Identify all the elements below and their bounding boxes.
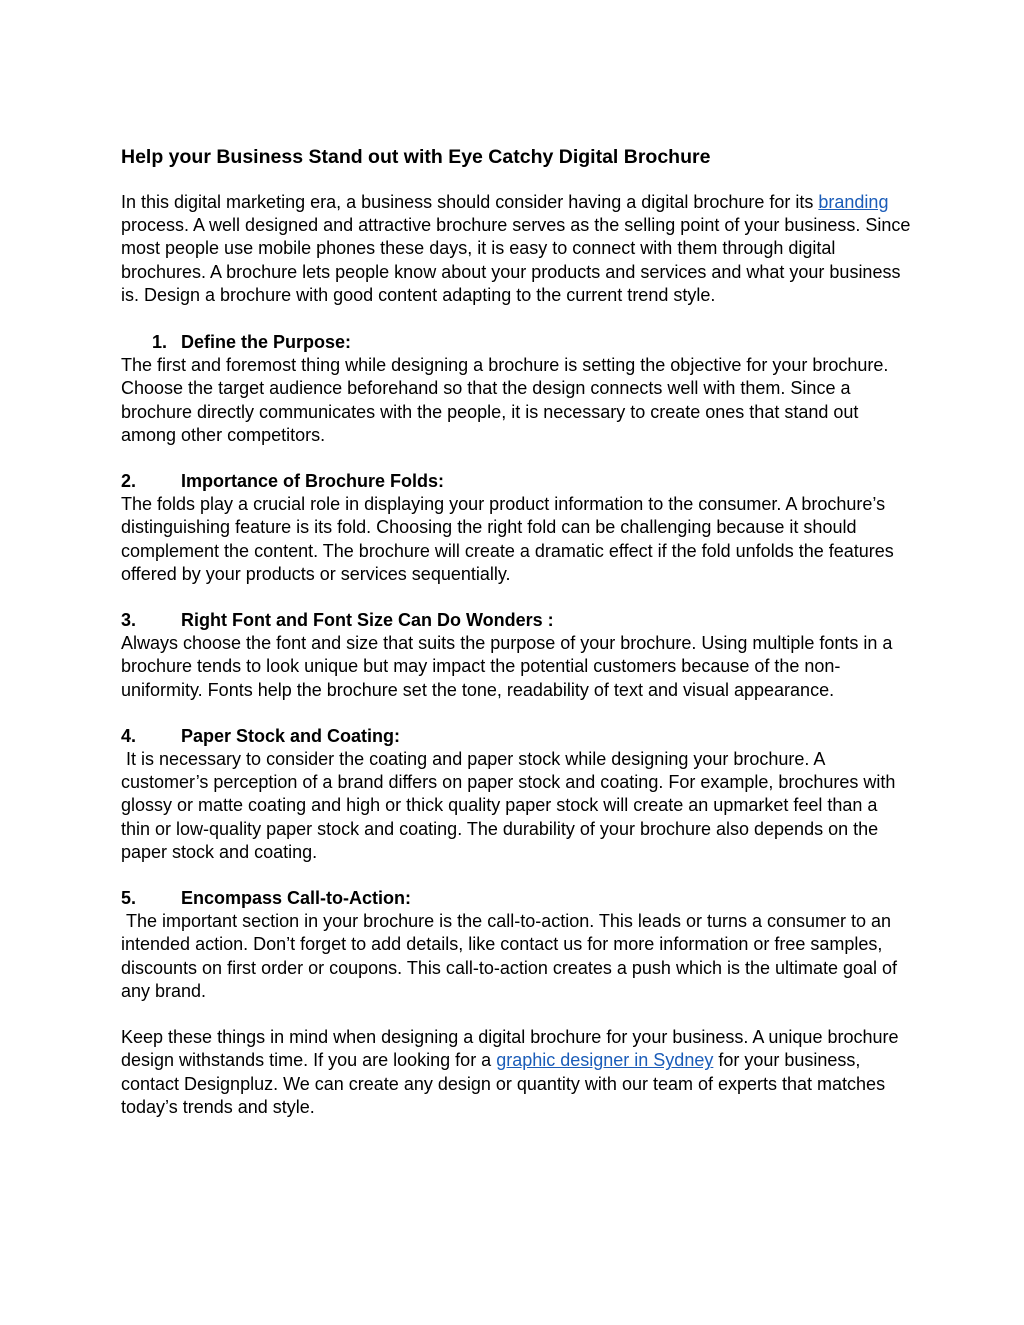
branding-link[interactable]: branding	[818, 192, 889, 212]
section-number: 1.	[152, 332, 168, 353]
intro-text-end: process. A well designed and attractive brochure serves as the selling point of your business. Since most people use mobile phones these days, it is easy to connect with them through digital brochures. A brochure lets people know about your products and services and what your business is. Design a brochure with good content adapting to the current trend style.	[121, 215, 911, 305]
section-heading	[121, 331, 911, 354]
document-title: Help your Business Stand out with Eye Catchy Digital Brochure	[121, 146, 711, 168]
section-number: 5.	[121, 888, 137, 909]
section-define-purpose	[121, 331, 911, 447]
document-page	[121, 143, 911, 1119]
section-heading	[121, 887, 911, 910]
section-body: Always choose the font and size that suits the purpose of your brochure. Using multiple fonts in a brochure tends to look unique but may impact the potential customers because of the non-uniformity. Fonts help the brochure set the tone, readability of text and visual appearance.	[121, 633, 893, 700]
section-body: The folds play a crucial role in displaying your product information to the consumer. A brochure’s distinguishing feature is its fold. Choosing the right fold can be challenging because it should complement the content. The brochure will create a dramatic effect if the fold unfolds the features offered by your products or services sequentially.	[121, 494, 894, 584]
closing-text-end: for your business, contact Designpluz. We can create any design or quantity with our team of experts that matches today’s trends and style.	[121, 1050, 886, 1117]
section-number: 3.	[121, 610, 137, 631]
section-call-to-action	[121, 887, 911, 1003]
section-body: It is necessary to consider the coating and paper stock while designing your brochure. A customer’s perception of a brand differs on paper stock and coating. For example, brochures with glossy or matte coating and high or thick quality paper stock will create an upmarket feel than a thin or low-quality paper stock and coating. The durability of your brochure also depends on the paper stock and coating.	[121, 749, 901, 862]
closing-text-start: Keep these things in mind when designing a digital brochure for your business. A unique brochure design withstands time. If you are looking for a	[121, 1027, 899, 1071]
section-body: The important section in your brochure is the call-to-action. This leads or turns a consumer to an intended action. Don’t forget to add details, like contact us for more information or free samples, discounts on first order or coupons. This call-to-action creates a push which is the ultimate goal of any brand.	[121, 911, 903, 1001]
section-number: 2.	[121, 471, 137, 492]
section-heading	[121, 609, 911, 632]
section-heading-text: Paper Stock and Coating:	[181, 725, 401, 746]
section-paper-stock	[121, 725, 911, 864]
section-heading-text: Encompass Call-to-Action:	[181, 888, 412, 909]
section-brochure-folds	[121, 470, 911, 586]
section-heading	[121, 725, 911, 748]
closing-paragraph	[121, 1026, 911, 1119]
graphic-designer-link[interactable]: graphic designer in Sydney	[496, 1050, 714, 1071]
section-body: The first and foremost thing while designing a brochure is setting the objective for your brochure. Choose the target audience beforehand so that the design connects well with them. Since a brochure directly communicates with the people, it is necessary to create ones that stand out among other competitors.	[121, 355, 889, 445]
section-font-size	[121, 609, 911, 702]
section-heading-text: Right Font and Font Size Can Do Wonders :	[181, 610, 554, 631]
intro-text-start: In this digital marketing era, a business should consider having a digital brochure for its	[121, 192, 819, 212]
section-number: 4.	[121, 725, 137, 746]
section-heading	[121, 470, 911, 493]
intro-paragraph	[121, 191, 911, 307]
section-heading-text: Importance of Brochure Folds:	[181, 471, 445, 492]
section-heading-text: Define the Purpose:	[181, 332, 352, 353]
